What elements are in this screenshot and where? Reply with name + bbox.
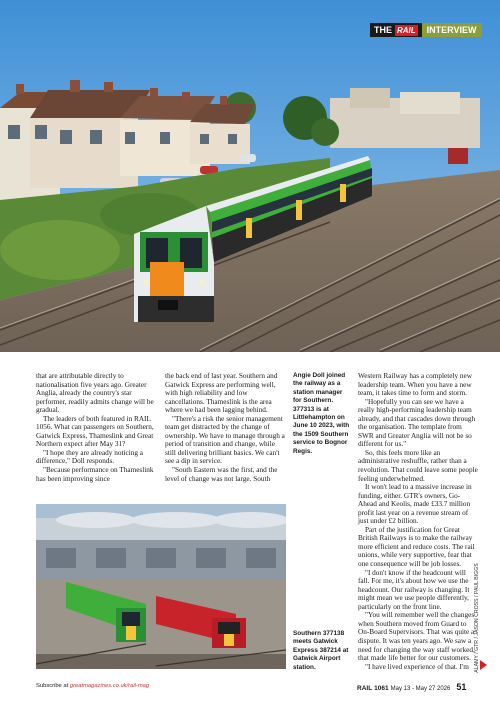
- subscribe-text: Subscribe at: [36, 683, 69, 689]
- article-paragraph: that are attributable directly to nationalisation five years ago. Greater Anglia, already the country's star performer, readily admits change will be gradual.: [36, 372, 154, 415]
- section-tag-lead: [370, 23, 422, 37]
- article-paragraph: Western Railway has a completely new leadership team. When you have a new team, it takes time to form and storm.: [358, 372, 472, 398]
- photo-credit-text: ALAMY / GTR / JASON CROSS / PAUL BIGGS: [474, 563, 480, 673]
- article-column-2: [165, 372, 286, 483]
- footer-mag: RAIL: [357, 685, 373, 692]
- article-paragraph: "I don't know if the headcount will fall. For me, it's about how we use the headcount. Our railway is changing. It might mean we use people differently, particularly on the front line.: [358, 568, 470, 611]
- footer-issue: 1061: [374, 685, 389, 692]
- footer-dates: May 13 - May 27 2026: [390, 686, 451, 692]
- continue-arrow-icon: [480, 660, 487, 670]
- article-paragraph: It won't lead to a massive increase in funding, either. GTR's owners, Go-Ahead and Keolis, made £33.7 million profit last year on a revenue stream of just under £2 billion.: [358, 483, 472, 526]
- gatwick-airport-photo: [36, 504, 286, 669]
- article-paragraph: Part of the justification for Great British Railways is to make the railway more efficient and reduce costs. The rail unions, while very supportive, fear that one consequence will be job losses.: [358, 525, 475, 569]
- rail-logo: RAIL: [397, 25, 416, 35]
- article-paragraph: "I have lived experience of that. I'm: [365, 662, 469, 671]
- article-paragraph: "Hopefully you can see we have a really high-performing leadership team already, and that cascades down through the organisation. The template from SWR and Greater Anglia will not be so different for us.": [358, 397, 476, 449]
- subscribe-footer: [36, 683, 149, 689]
- page-number: 51: [456, 682, 467, 692]
- hero-photo-caption: Angie Doll joined the railway as a station manager for Southern. 377313 is at Littlehampton on June 10 2023, with the 1509 Southern service to Bognor Regis.: [293, 372, 350, 455]
- section-tag-name: INTERVIEW: [422, 23, 482, 37]
- gatwick-photo-illustration: [36, 504, 286, 669]
- hero-photo-illustration: [0, 0, 500, 352]
- article-column-1: [36, 372, 154, 483]
- hero-photo-littlehampton: [0, 0, 500, 352]
- page-footer: [357, 682, 466, 692]
- subscribe-link[interactable]: greatmagazines.co.uk/rail-mag: [69, 683, 150, 689]
- article-paragraph: So, this feels more like an administrative reshuffle, rather than a revolution. That could leave some people feeling underwhelmed.: [358, 448, 478, 483]
- article-paragraph: "There's a risk the senior management team get distracted by the change of ownership. We have to manage through a period of transition and change, while still delivering brilliant basics. We can't see a dip in service.: [165, 414, 285, 466]
- gatwick-photo-caption: Southern 377138 meets Gatwick Express 387214 at Gatwick Airport station.: [293, 630, 349, 671]
- section-tag: [370, 23, 482, 37]
- article-column-4: [358, 372, 478, 671]
- article-paragraph: "South Eastern was the first, and the level of change was not large. South: [165, 466, 278, 483]
- article-paragraph: The leaders of both featured in RAIL 1056. What can passengers on Southern, Gatwick Express, Thameslink and Great Northern expect after May 31?: [36, 414, 154, 449]
- article-paragraph: "Because performance on Thameslink has been improving since: [36, 466, 154, 483]
- article-paragraph: "You will remember well the changes when Southern moved from Guard to On-Board Supervisors. That was quite a dispute. It was ten years ago. We saw a need for changing the way staff worked, that made life better for our customers.: [358, 611, 475, 663]
- article-paragraph: the back end of last year. Southern and Gatwick Express are performing well, with high reliability and low cancellations. Thameslink is the area where we had been lagging behind.: [165, 372, 278, 415]
- article-paragraph: "I hope they are already noticing a difference," Doll responds.: [36, 448, 143, 466]
- section-tag-prefix: THE: [374, 25, 392, 35]
